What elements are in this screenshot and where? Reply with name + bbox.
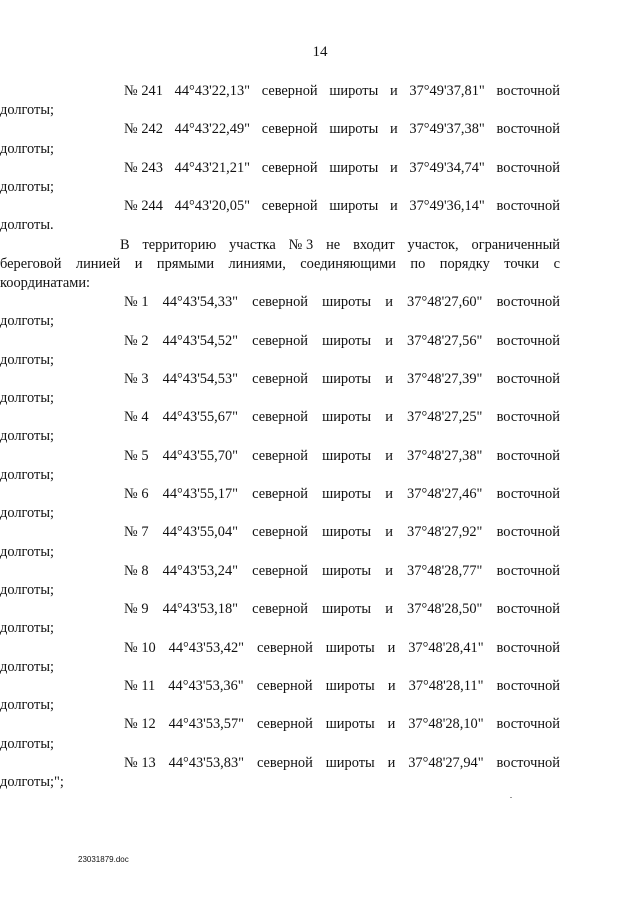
coordinate-word: восточной: [496, 524, 560, 541]
coordinate-line: [120, 159, 560, 178]
paragraph-word: прямыми: [156, 255, 215, 272]
continuation-text: долготы;: [0, 178, 55, 195]
point-number: № 13: [124, 754, 156, 771]
longitude-value: 37°48'28,10": [408, 716, 484, 733]
coordinate-word: широты: [322, 370, 372, 387]
point-number: № 8: [124, 562, 149, 579]
coordinate-entry: [0, 293, 560, 331]
continuation-text: долготы;: [0, 428, 55, 445]
coordinate-word: и: [389, 83, 398, 99]
coordinate-word: широты: [325, 754, 375, 771]
coordinate-word: и: [385, 370, 393, 387]
longitude-value: 37°48'27,25": [407, 409, 483, 426]
longitude-value: 37°48'27,46": [407, 486, 483, 503]
point-number: № 10: [124, 639, 156, 656]
paragraph-word: линиями,: [228, 255, 286, 272]
coordinate-word: северной: [252, 332, 309, 349]
continuation-line: [0, 427, 560, 446]
coordinate-word: северной: [261, 198, 318, 215]
continuation-text: долготы;: [0, 466, 55, 483]
coordinate-list-b: [0, 293, 560, 792]
coordinate-word: восточной: [496, 159, 560, 176]
coordinate-entry: [0, 197, 560, 235]
coordinate-word: северной: [252, 294, 309, 311]
paragraph-word: входит: [353, 236, 395, 253]
coordinate-word: широты: [329, 198, 379, 215]
latitude-value: 44°43'54,33": [162, 294, 239, 311]
coordinate-word: и: [385, 524, 393, 541]
continuation-line: [0, 351, 560, 370]
coordinate-word: широты: [322, 524, 372, 541]
longitude-value: 37°48'28,77": [407, 562, 483, 579]
continuation-line: [0, 216, 560, 235]
coordinate-entry: [0, 159, 560, 197]
coordinate-word: и: [389, 121, 398, 138]
point-number: № 1: [124, 294, 149, 311]
point-number: № 3: [124, 370, 149, 387]
paragraph-word: территорию: [142, 236, 217, 253]
coordinate-word: северной: [256, 678, 313, 695]
coordinate-word: и: [385, 332, 393, 349]
coordinate-word: северной: [261, 83, 318, 99]
continuation-line: [0, 504, 560, 523]
continuation-line: [0, 773, 560, 792]
coordinate-word: восточной: [496, 716, 560, 733]
coordinate-entry: [0, 600, 560, 638]
point-number: № 244: [124, 198, 163, 215]
coordinate-line: [120, 523, 560, 542]
coordinate-word: и: [385, 294, 393, 311]
coordinate-entry: [0, 408, 560, 446]
coordinate-entry: [0, 370, 560, 408]
coordinate-line: [120, 600, 560, 619]
continuation-text: долготы;: [0, 697, 55, 714]
continuation-text: долготы;: [0, 313, 55, 330]
coordinate-word: и: [389, 159, 398, 176]
continuation-line: [0, 581, 560, 600]
paragraph-line-3: [0, 274, 560, 293]
coordinate-word: широты: [322, 409, 372, 426]
coordinate-word: северной: [261, 121, 318, 138]
longitude-value: 37°48'27,38": [407, 447, 483, 464]
coordinate-word: восточной: [496, 198, 560, 215]
coordinate-entry: [0, 447, 560, 485]
coordinate-line: [120, 715, 560, 734]
continuation-text: долготы;: [0, 582, 55, 599]
continuation-text: долготы;: [0, 505, 55, 522]
longitude-value: 37°48'27,60": [407, 294, 483, 311]
coordinate-line: [120, 677, 560, 696]
coordinate-word: северной: [252, 601, 309, 618]
paragraph-word: по: [410, 255, 426, 272]
latitude-value: 44°43'55,70": [162, 447, 239, 464]
paragraph: [0, 236, 560, 294]
coordinate-word: широты: [322, 562, 372, 579]
coordinate-word: северной: [261, 159, 318, 176]
coordinate-word: широты: [329, 83, 379, 99]
continuation-line: [0, 140, 560, 159]
point-number: № 11: [124, 678, 156, 695]
point-number: № 7: [124, 524, 149, 541]
continuation-text: долготы;";: [0, 774, 64, 790]
coordinate-entry: [0, 485, 560, 523]
paragraph-word: линией: [75, 255, 121, 272]
paragraph-word: порядку: [439, 255, 490, 272]
paragraph-line-2: [0, 255, 560, 274]
paragraph-word: участка: [229, 236, 276, 253]
coordinate-word: северной: [252, 447, 309, 464]
point-number: № 6: [124, 486, 149, 503]
point-number: № 9: [124, 601, 149, 618]
document-body: [0, 82, 560, 792]
coordinate-word: и: [387, 754, 396, 771]
scan-speck: [510, 797, 512, 798]
coordinate-word: северной: [252, 409, 309, 426]
coordinate-entry: [0, 639, 560, 677]
continuation-text: долготы.: [0, 217, 54, 234]
paragraph-word: участок,: [407, 236, 459, 253]
continuation-line: [0, 101, 560, 120]
coordinate-line: [120, 120, 560, 139]
latitude-value: 44°43'55,67": [162, 409, 239, 426]
coordinate-word: восточной: [496, 447, 560, 464]
coordinate-line: [120, 370, 560, 389]
coordinate-word: широты: [322, 486, 372, 503]
coordinate-word: восточной: [496, 562, 560, 579]
coordinate-word: широты: [329, 159, 379, 176]
coordinate-line: [120, 408, 560, 427]
longitude-value: 37°49'34,74": [409, 159, 485, 176]
coordinate-word: и: [385, 601, 393, 618]
coordinate-line: [120, 332, 560, 351]
continuation-text: долготы;: [0, 351, 55, 368]
coordinate-word: широты: [322, 447, 372, 464]
coordinate-word: широты: [322, 332, 372, 349]
latitude-value: 44°43'53,57": [168, 716, 245, 733]
coordinate-entry: [0, 332, 560, 370]
point-number: № 12: [124, 716, 156, 733]
continuation-line: [0, 658, 560, 677]
coordinate-entry: [0, 677, 560, 715]
latitude-value: 44°43'53,24": [162, 562, 239, 579]
paragraph-word: ограниченный: [471, 236, 560, 253]
point-number: № 5: [124, 447, 149, 464]
longitude-value: 37°49'37,81": [409, 83, 485, 99]
continuation-text: долготы;: [0, 390, 55, 407]
point-number: № 241: [124, 83, 163, 99]
point-number: № 243: [124, 159, 163, 176]
coordinate-word: и: [385, 409, 393, 426]
coordinate-entry: [0, 523, 560, 561]
continuation-text: долготы;: [0, 658, 55, 675]
coordinate-word: северной: [252, 370, 309, 387]
paragraph-line-1: [0, 236, 560, 255]
coordinate-word: северной: [256, 754, 313, 771]
paragraph-word: соединяющими: [300, 255, 396, 272]
coordinate-word: широты: [325, 639, 375, 656]
continuation-line: [0, 735, 560, 754]
coordinate-word: северной: [252, 524, 309, 541]
coordinate-word: северной: [252, 562, 309, 579]
coordinate-entry: [0, 754, 560, 792]
point-number: № 242: [124, 121, 163, 138]
latitude-value: 44°43'54,52": [162, 332, 239, 349]
coordinate-word: широты: [329, 121, 379, 138]
coordinate-word: восточной: [496, 332, 560, 349]
coordinate-word: широты: [325, 716, 375, 733]
coordinate-entry: [0, 120, 560, 158]
coordinate-line: [120, 82, 560, 101]
latitude-value: 44°43'20,05": [174, 198, 251, 215]
continuation-line: [0, 619, 560, 638]
coordinate-word: восточной: [496, 83, 560, 99]
continuation-line: [0, 312, 560, 331]
latitude-value: 44°43'22,13": [174, 83, 251, 99]
continuation-line: [0, 466, 560, 485]
coordinate-line: [120, 447, 560, 466]
paragraph-word: береговой: [0, 255, 62, 272]
coordinate-word: и: [387, 678, 396, 695]
coordinate-line: [120, 485, 560, 504]
continuation-text: долготы;: [0, 543, 55, 560]
coordinate-list-a: [0, 82, 560, 236]
paragraph-word: точки: [504, 255, 540, 272]
continuation-line: [0, 696, 560, 715]
point-number: № 4: [124, 409, 149, 426]
coordinate-word: восточной: [496, 370, 560, 387]
coordinate-entry: [0, 82, 560, 120]
latitude-value: 44°43'53,83": [168, 754, 245, 771]
longitude-value: 37°49'37,38": [409, 121, 485, 138]
coordinate-word: и: [387, 639, 396, 656]
longitude-value: 37°49'36,14": [409, 198, 485, 215]
longitude-value: 37°48'28,11": [408, 678, 484, 695]
continuation-line: [0, 389, 560, 408]
longitude-value: 37°48'27,56": [407, 332, 483, 349]
coordinate-word: и: [389, 198, 398, 215]
coordinate-word: и: [385, 486, 393, 503]
paragraph-word: № 3: [288, 236, 314, 253]
coordinate-word: широты: [325, 678, 375, 695]
paragraph-word: и: [134, 255, 143, 272]
coordinate-word: северной: [252, 486, 309, 503]
coordinate-word: северной: [256, 639, 313, 656]
page-number: 14: [312, 44, 328, 60]
latitude-value: 44°43'53,36": [168, 678, 244, 695]
longitude-value: 37°48'27,94": [408, 754, 484, 771]
longitude-value: 37°48'28,41": [408, 639, 484, 656]
coordinate-word: восточной: [496, 409, 560, 426]
latitude-value: 44°43'53,42": [168, 639, 245, 656]
continuation-text: долготы;: [0, 620, 55, 637]
paragraph-word: с: [553, 255, 560, 272]
coordinate-word: широты: [322, 294, 372, 311]
coordinate-line: [120, 293, 560, 312]
continuation-text: долготы;: [0, 735, 55, 752]
document-filename: 23031879.doc: [78, 855, 129, 864]
longitude-value: 37°48'27,39": [407, 370, 483, 387]
latitude-value: 44°43'54,53": [162, 370, 239, 387]
latitude-value: 44°43'22,49": [174, 121, 251, 138]
coordinate-word: восточной: [496, 639, 560, 656]
coordinate-word: восточной: [496, 121, 560, 138]
latitude-value: 44°43'55,17": [162, 486, 239, 503]
paragraph-word: не: [326, 236, 341, 253]
coordinate-word: и: [385, 447, 393, 464]
coordinate-entry: [0, 715, 560, 753]
coordinate-line: [120, 197, 560, 216]
coordinate-word: широты: [322, 601, 372, 618]
coordinate-word: восточной: [496, 294, 560, 311]
coordinate-word: восточной: [496, 486, 560, 503]
longitude-value: 37°48'28,50": [407, 601, 483, 618]
paragraph-word: В: [120, 236, 130, 253]
coordinate-word: восточной: [496, 601, 560, 618]
coordinate-word: восточной: [496, 754, 560, 771]
continuation-text: долготы;: [0, 140, 55, 157]
latitude-value: 44°43'53,18": [162, 601, 239, 618]
continuation-line: [0, 178, 560, 197]
coordinate-line: [120, 754, 560, 773]
coordinate-line: [120, 639, 560, 658]
latitude-value: 44°43'21,21": [174, 159, 251, 176]
coordinate-word: северной: [256, 716, 313, 733]
coordinate-word: и: [387, 716, 396, 733]
coordinate-word: и: [385, 562, 393, 579]
coordinate-word: восточной: [496, 678, 560, 695]
point-number: № 2: [124, 332, 149, 349]
continuation-text: долготы;: [0, 102, 55, 119]
paragraph-text: координатами:: [0, 274, 91, 291]
continuation-line: [0, 543, 560, 562]
coordinate-line: [120, 562, 560, 581]
latitude-value: 44°43'55,04": [162, 524, 239, 541]
coordinate-entry: [0, 562, 560, 600]
longitude-value: 37°48'27,92": [407, 524, 483, 541]
